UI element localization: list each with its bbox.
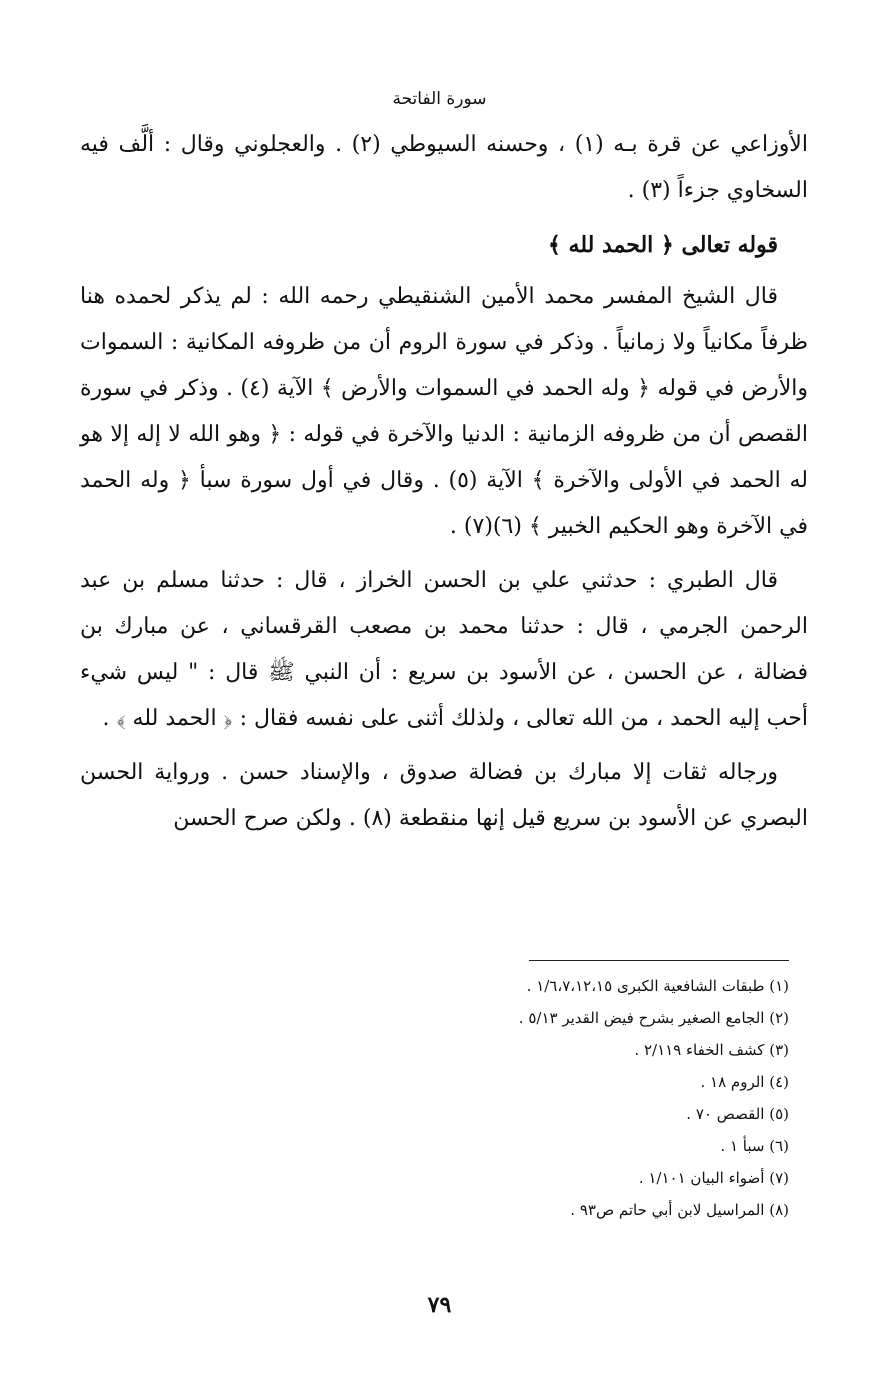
footnote-item: (٤) الروم ١٨ . <box>700 1073 789 1091</box>
footnote-item: (٦) سبأ ١ . <box>720 1137 789 1155</box>
paragraph-narrators: ورجاله ثقات إلا مبارك بن فضالة صدوق ، والإسناد حسن . ورواية الحسن البصري عن الأسود بن سريع قيل إنها منقطعة (٨) . ولكن صرح الحسن <box>80 760 808 831</box>
main-text <box>80 122 808 850</box>
page-number: ٧٩ <box>427 1292 452 1318</box>
running-title: سورة الفاتحة <box>392 89 487 109</box>
footnote-item: (٧) أضواء البيان ١/١٠١ . <box>638 1169 789 1187</box>
paragraph-shinqiti: قال الشيخ المفسر محمد الأمين الشنقيطي رحمه الله : لم يذكر لحمده هنا ظرفاً مكانياً ولا زمانياً . وذكر في سورة الروم أن من ظروفه المكانية : السموات والأرض في قوله ﴿ وله الحمد في السموات والأرض ﴾ الآية (٤) . وذكر في سورة القصص أن من ظروفه الزمانية : الدنيا والآخرة في قوله : ﴿ وهو الله لا إله إلا هو له الحمد في الأولى والآخرة ﴾ الآية (٥) . وقال في أول سورة سبأ ﴿ وله الحمد في الآخرة وهو الحكيم الخبير ﴾ (٦)(٧) . <box>80 284 809 539</box>
section-heading: قوله تعالى ﴿ الحمد لله ﴾ <box>547 232 778 258</box>
footnote-divider <box>529 960 789 961</box>
paragraph-continuation: الأوزاعي عن قرة بـه (١) ، وحسنه السيوطي (٢) . والعجلوني وقال : ألَّف فيه السخاوي جزءاً (٣) . <box>80 132 808 203</box>
footnote-item: (١) طبقات الشافعية الكبرى ١/٦،٧،١٢،١٥ . <box>526 977 789 995</box>
footnote-item: (٨) المراسيل لابن أبي حاتم ص٩٣ . <box>570 1201 789 1219</box>
footnotes-list <box>89 970 789 1226</box>
footnote-item: (٥) القصص ٧٠ . <box>686 1105 789 1123</box>
paragraph-tabari: قال الطبري : حدثني علي بن الحسن الخراز ، قال : حدثنا مسلم بن عبد الرحمن الجرمي ، قال : حدثنا محمد بن مصعب القرقساني ، عن مبارك بن فضالة ، عن الحسن ، عن الأسود بن سريع : أن النبي ﷺ قال : " ليس شيء أحب إليه الحمد ، من الله تعالى ، ولذلك أثنى على نفسه فقال : ﴿ الحمد لله ﴾ . <box>80 568 808 731</box>
footnote-item: (٢) الجامع الصغير بشرح فيض القدير ٥/١٣ . <box>518 1009 789 1027</box>
footnote-item: (٣) كشف الخفاء ٢/١١٩ . <box>634 1041 789 1059</box>
